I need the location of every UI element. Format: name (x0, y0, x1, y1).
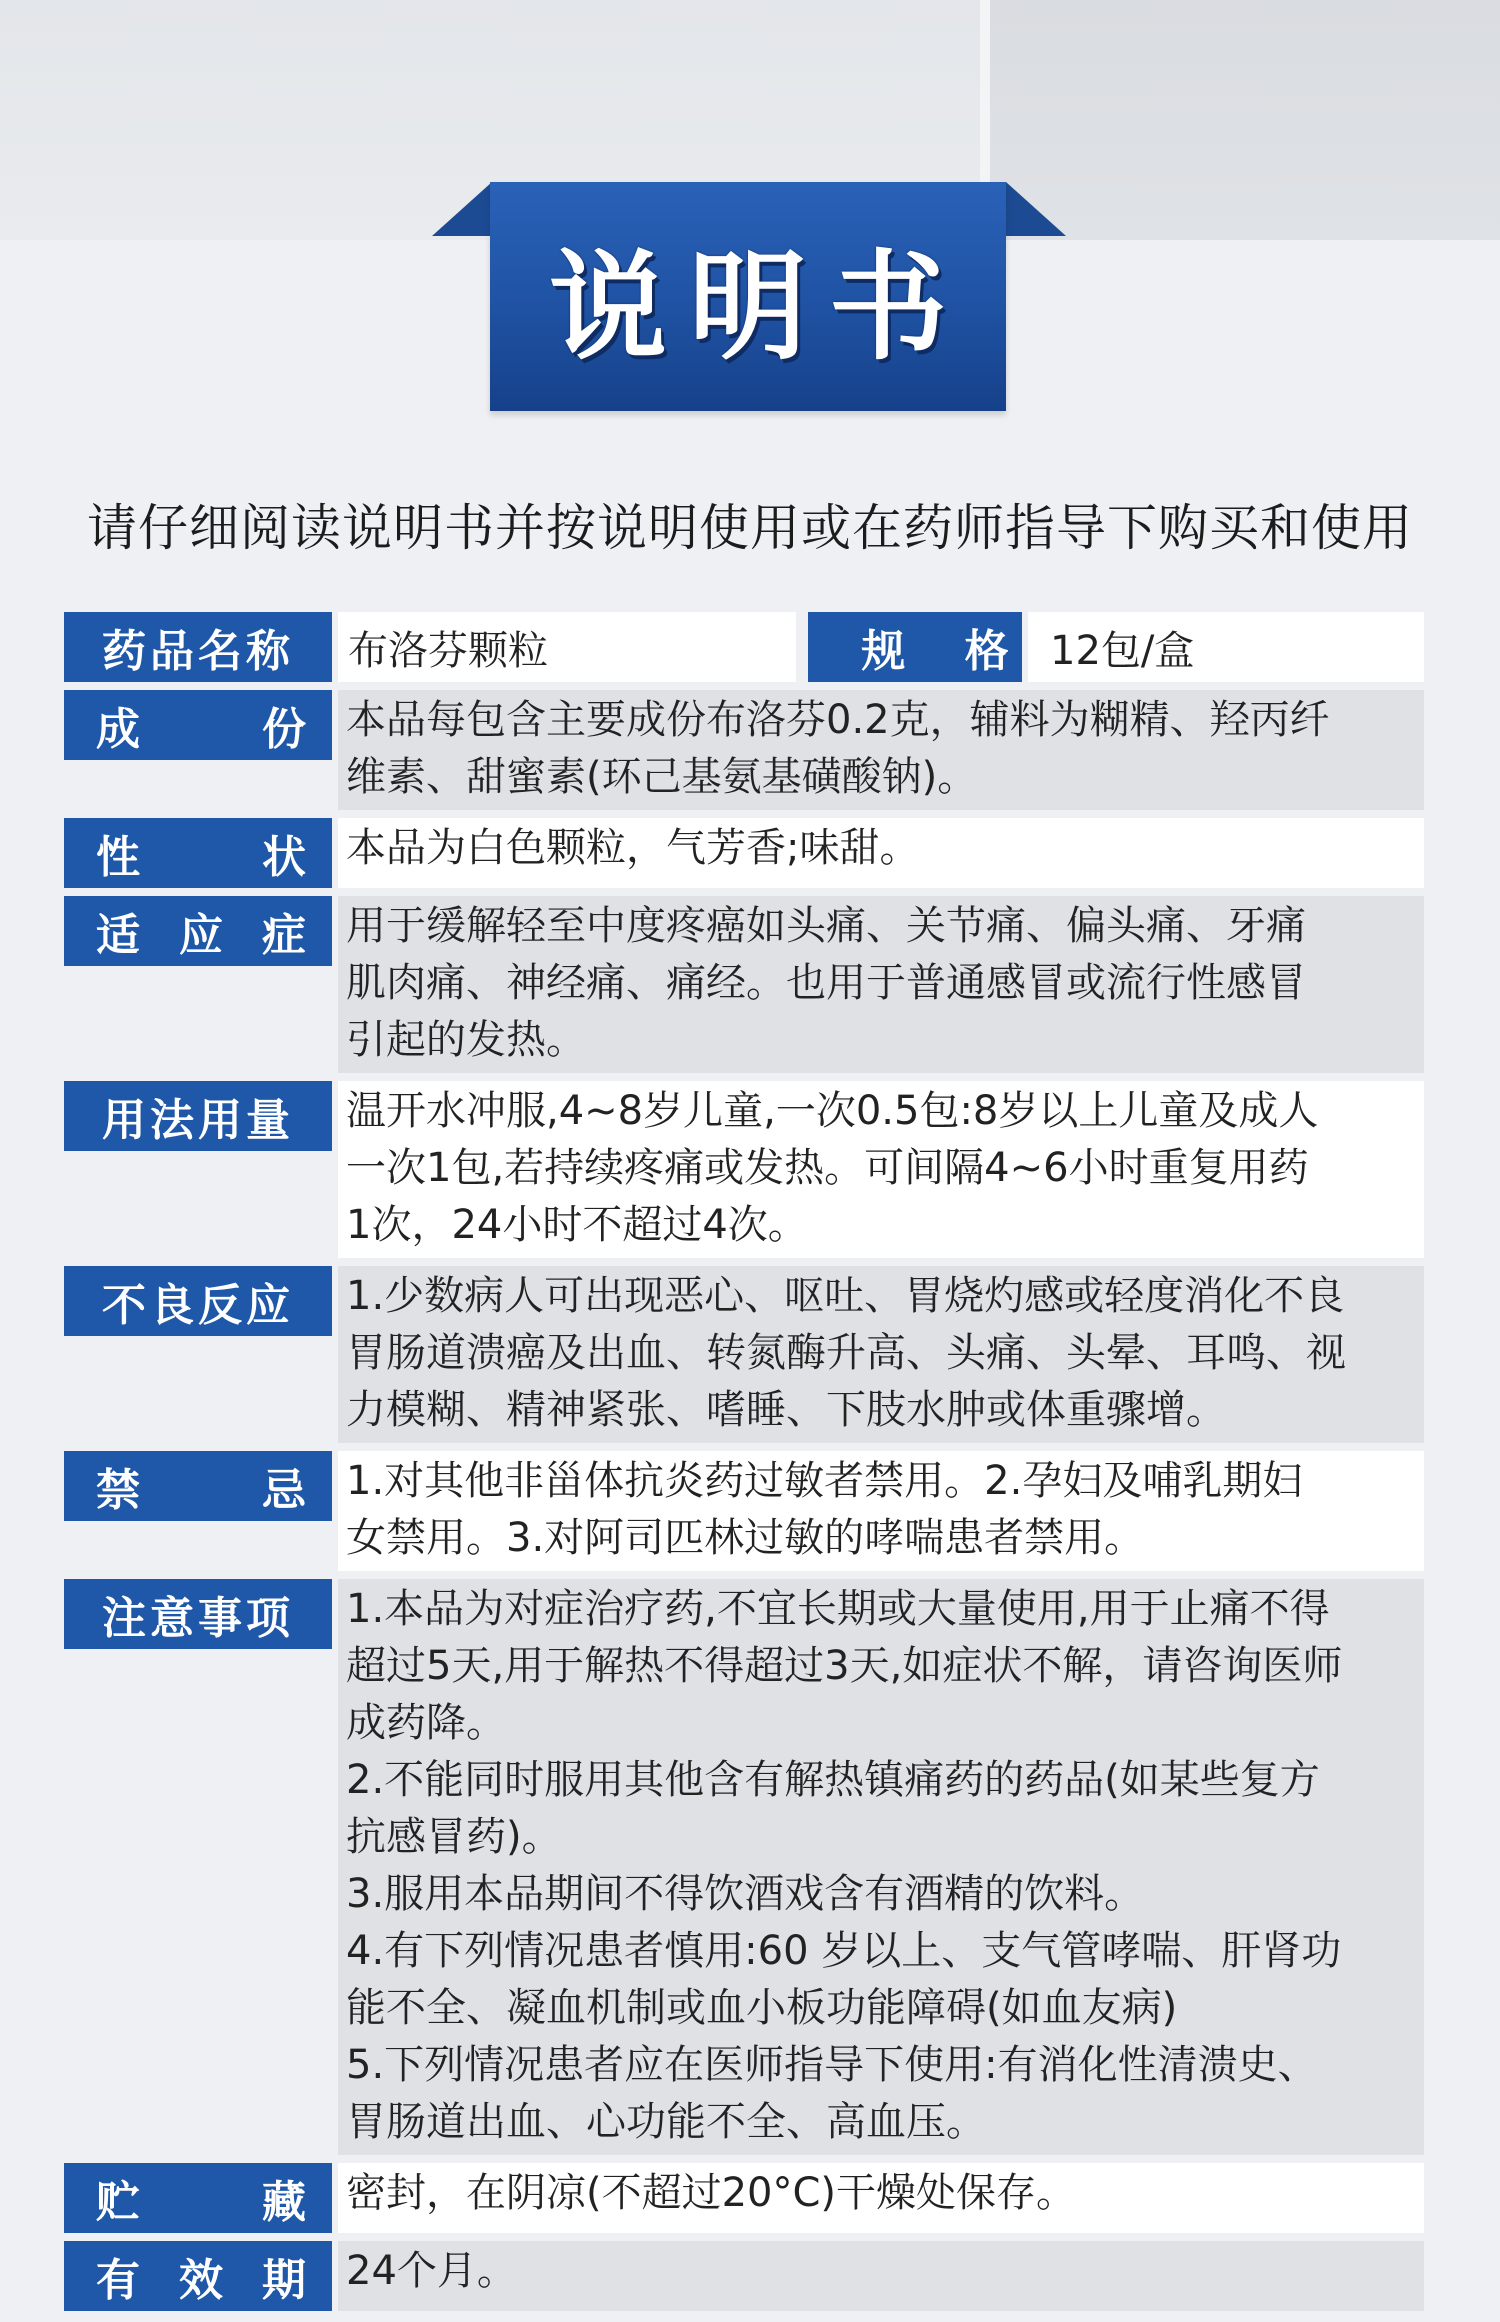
row-value-line: 2.不能同时服用其他含有解热镇痛药的药品(如某些复方 (346, 1757, 1320, 1803)
row-label (64, 1451, 332, 1521)
row-value-line: 1.本品为对症治疗药,不宜长期或大量使用,用于止痛不得 (346, 1586, 1330, 1632)
row-label-text: 效 (179, 2255, 223, 2306)
title-banner (490, 182, 1006, 411)
table-row (64, 690, 1424, 810)
background-panel-right (990, 0, 1500, 240)
row-label-text: 症 (262, 910, 306, 961)
row-label (64, 1266, 332, 1336)
row-value-line: 温开水冲服,4~8岁儿童,一次0.5包:8岁以上儿童及成人 (346, 1088, 1319, 1134)
row-value (338, 2241, 1424, 2311)
value-drug-name: 布洛芬颗粒 (338, 612, 796, 682)
row-label-text: 注意事项 (102, 1593, 294, 1644)
row-value-line: 引起的发热。 (346, 1017, 586, 1063)
row-value (338, 818, 1424, 888)
table-row (64, 2163, 1424, 2233)
row-value-line: 胃肠道溃癌及出血、转氮酶升高、头痛、头晕、耳鸣、视 (346, 1330, 1346, 1376)
row-value-line: 密封，在阴凉(不超过20°C)干燥处保存。 (346, 2170, 1077, 2216)
row-drug-name (64, 612, 1424, 682)
row-label (64, 818, 332, 888)
banner-wing-right (1006, 182, 1066, 236)
page-title: 说明书 (548, 237, 969, 376)
row-value-line: 4.有下列情况患者慎用:60 岁以上、支气管哮喘、肝肾功 (346, 1928, 1342, 1974)
table-row (64, 818, 1424, 888)
row-label-text: 用法用量 (102, 1095, 294, 1146)
row-value (338, 1451, 1424, 1571)
row-value-line: 用于缓解轻至中度疼癌如头痛、关节痛、偏头痛、牙痛 (346, 903, 1306, 949)
row-value (338, 1081, 1424, 1258)
table-row (64, 1451, 1424, 1571)
row-value-line: 本品每包含主要成份布洛芬0.2克，辅料为糊精、羟丙纤 (346, 697, 1330, 743)
row-label-text: 应 (179, 910, 223, 961)
info-rows (64, 690, 1424, 2311)
row-label-text: 忌 (262, 1465, 306, 1516)
row-value-line: 24个月。 (346, 2248, 517, 2294)
info-table (64, 612, 1424, 2319)
row-value-line: 超过5天,用于解热不得超过3天,如症状不解，请咨询医师 (346, 1643, 1343, 1689)
row-label-text: 藏 (262, 2177, 306, 2228)
row-label-text: 成 (96, 704, 140, 755)
label-spec-text: 规 格 (861, 626, 1009, 677)
row-value-line: 能不全、凝血机制或血小板功能障碍(如血友病) (346, 1985, 1178, 2031)
row-label (64, 2241, 332, 2311)
row-label-text: 期 (262, 2255, 306, 2306)
row-value-line: 1.少数病人可出现恶心、呕吐、胃烧灼感或轻度消化不良 (346, 1273, 1345, 1319)
table-row (64, 2241, 1424, 2311)
row-label-text: 状 (262, 832, 306, 883)
subtitle-instruction: 请仔细阅读说明书并按说明使用或在药师指导下购买和使用 (87, 499, 1413, 557)
table-row (64, 1081, 1424, 1258)
row-value-line: 本品为白色颗粒，气芳香;味甜。 (346, 825, 920, 871)
row-value-line: 胃肠道出血、心功能不全、高血压。 (346, 2099, 986, 2145)
row-label (64, 896, 332, 966)
row-value-line: 5.下列情况患者应在医师指导下使用:有消化性清溃史、 (346, 2042, 1318, 2088)
row-label-text: 份 (262, 704, 306, 755)
row-label-text: 禁 (96, 1465, 140, 1516)
value-spec: 12包/盒 (1028, 612, 1424, 682)
banner-wing-left (432, 182, 492, 236)
row-value-line: 维素、甜蜜素(环己基氨基磺酸钠)。 (346, 754, 978, 800)
row-value-line: 一次1包,若持续疼痛或发热。可间隔4~6小时重复用药 (346, 1145, 1309, 1191)
row-value-line: 抗感冒药)。 (346, 1814, 562, 1860)
row-value-line: 1次，24小时不超过4次。 (346, 1202, 808, 1248)
row-label (64, 2163, 332, 2233)
row-label-text: 有 (96, 2255, 140, 2306)
row-value (338, 1266, 1424, 1443)
row-value (338, 2163, 1424, 2233)
row-label-text: 不良反应 (102, 1280, 294, 1331)
row-label-text: 性 (96, 832, 140, 883)
label-drug-name: 药品名称 (64, 612, 332, 682)
row-value-line: 成药降。 (346, 1700, 506, 1746)
row-label-text: 贮 (96, 2177, 140, 2228)
table-row (64, 1266, 1424, 1443)
row-value (338, 1579, 1424, 2155)
row-label-text: 适 (96, 910, 140, 961)
row-label (64, 690, 332, 760)
row-value (338, 896, 1424, 1073)
row-label (64, 1081, 332, 1151)
row-value-line: 3.服用本品期间不得饮酒戏含有酒精的饮料。 (346, 1871, 1145, 1917)
row-value-line: 肌肉痛、神经痛、痛经。也用于普通感冒或流行性感冒 (346, 960, 1306, 1006)
row-value-line: 力模糊、精神紧张、嗜睡、下肢水肿或体重骤增。 (346, 1387, 1226, 1433)
row-label (64, 1579, 332, 1649)
table-row (64, 1579, 1424, 2155)
row-value-line: 1.对其他非甾体抗炎药过敏者禁用。2.孕妇及哺乳期妇 (346, 1458, 1303, 1504)
row-value (338, 690, 1424, 810)
table-row (64, 896, 1424, 1073)
label-spec (808, 612, 1022, 682)
row-value-line: 女禁用。3.对阿司匹林过敏的哮喘患者禁用。 (346, 1515, 1145, 1561)
